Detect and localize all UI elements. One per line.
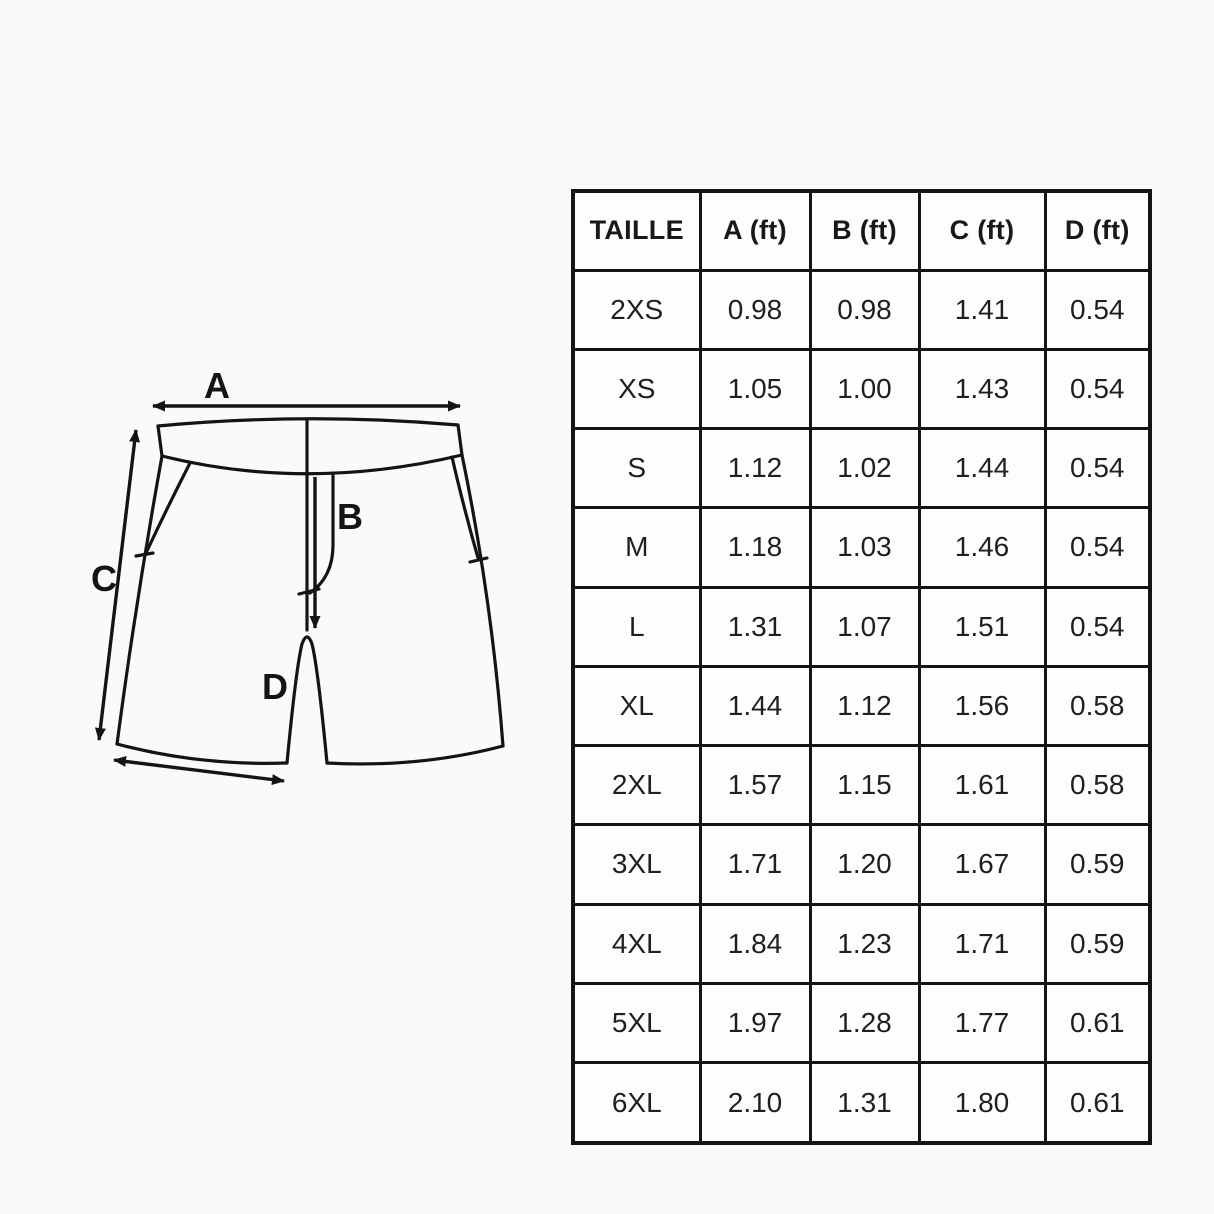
- value-cell: 1.51: [919, 587, 1045, 666]
- table-row-m: [573, 508, 1150, 587]
- value-cell: 0.58: [1045, 666, 1150, 745]
- value-cell: 1.18: [700, 508, 810, 587]
- value-cell: 1.31: [810, 1063, 919, 1144]
- column-header-c: C (ft): [919, 191, 1045, 270]
- crotch-split: [287, 637, 327, 763]
- size-cell: 4XL: [573, 904, 700, 983]
- value-cell: 1.07: [810, 587, 919, 666]
- table-row-5xl: [573, 983, 1150, 1062]
- value-cell: 1.44: [919, 429, 1045, 508]
- right-side-seam: [462, 455, 503, 746]
- size-cell: 5XL: [573, 983, 700, 1062]
- shorts-outline: [117, 419, 503, 764]
- value-cell: 1.71: [700, 825, 810, 904]
- waistband-bottom-edge: [162, 455, 462, 474]
- left-pocket-tick: [136, 553, 153, 556]
- table-row-6xl: [573, 1063, 1150, 1144]
- label-d: D: [262, 666, 288, 707]
- table-row-2xl: [573, 746, 1150, 825]
- value-cell: 0.61: [1045, 1063, 1150, 1144]
- value-cell: 1.02: [810, 429, 919, 508]
- size-cell: XS: [573, 349, 700, 428]
- column-header-taille: TAILLE: [573, 191, 700, 270]
- value-cell: 1.67: [919, 825, 1045, 904]
- size-cell: 2XL: [573, 746, 700, 825]
- value-cell: 1.20: [810, 825, 919, 904]
- value-cell: 0.59: [1045, 904, 1150, 983]
- size-cell: S: [573, 429, 700, 508]
- value-cell: 1.77: [919, 983, 1045, 1062]
- value-cell: 1.97: [700, 983, 810, 1062]
- table-row-3xl: [573, 825, 1150, 904]
- table-row-s: [573, 429, 1150, 508]
- size-cell: L: [573, 587, 700, 666]
- table-row-xs: [573, 349, 1150, 428]
- value-cell: 1.84: [700, 904, 810, 983]
- header-row: [573, 191, 1150, 270]
- label-c: C: [91, 558, 117, 599]
- table-row-xl: [573, 666, 1150, 745]
- value-cell: 1.12: [810, 666, 919, 745]
- table-row-4xl: [573, 904, 1150, 983]
- size-cell: XL: [573, 666, 700, 745]
- value-cell: 1.23: [810, 904, 919, 983]
- measurement-arrows: [99, 406, 460, 781]
- value-cell: 0.54: [1045, 508, 1150, 587]
- value-cell: 1.71: [919, 904, 1045, 983]
- column-header-b: B (ft): [810, 191, 919, 270]
- right-pocket-tick: [470, 558, 487, 562]
- value-cell: 1.15: [810, 746, 919, 825]
- size-cell: 3XL: [573, 825, 700, 904]
- value-cell: 1.61: [919, 746, 1045, 825]
- value-cell: 1.00: [810, 349, 919, 428]
- value-cell: 0.98: [810, 270, 919, 349]
- value-cell: 1.28: [810, 983, 919, 1062]
- shorts-diagram: [82, 368, 530, 808]
- size-table-header: [573, 191, 1150, 270]
- value-cell: 1.03: [810, 508, 919, 587]
- table-row-2xs: [573, 270, 1150, 349]
- value-cell: 0.54: [1045, 270, 1150, 349]
- size-table-body: [573, 270, 1150, 1143]
- size-cell: 6XL: [573, 1063, 700, 1144]
- value-cell: 0.61: [1045, 983, 1150, 1062]
- size-table: [571, 189, 1152, 1145]
- label-b: B: [337, 496, 363, 537]
- value-cell: 0.98: [700, 270, 810, 349]
- size-cell: 2XS: [573, 270, 700, 349]
- value-cell: 2.10: [700, 1063, 810, 1144]
- size-cell: M: [573, 508, 700, 587]
- value-cell: 1.05: [700, 349, 810, 428]
- left-side-seam: [117, 456, 162, 744]
- value-cell: 0.54: [1045, 349, 1150, 428]
- waistband-left-edge: [158, 426, 162, 456]
- column-header-d: D (ft): [1045, 191, 1150, 270]
- value-cell: 1.57: [700, 746, 810, 825]
- value-cell: 1.46: [919, 508, 1045, 587]
- value-cell: 1.56: [919, 666, 1045, 745]
- left-leg-hem: [117, 744, 287, 763]
- value-cell: 1.43: [919, 349, 1045, 428]
- value-cell: 1.80: [919, 1063, 1045, 1144]
- value-cell: 1.41: [919, 270, 1045, 349]
- value-cell: 0.58: [1045, 746, 1150, 825]
- right-leg-hem: [327, 746, 503, 764]
- value-cell: 1.12: [700, 429, 810, 508]
- value-cell: 1.44: [700, 666, 810, 745]
- label-a: A: [204, 368, 230, 406]
- column-header-a: A (ft): [700, 191, 810, 270]
- waistband-right-edge: [458, 425, 462, 455]
- value-cell: 1.31: [700, 587, 810, 666]
- value-cell: 0.54: [1045, 587, 1150, 666]
- table-row-l: [573, 587, 1150, 666]
- value-cell: 0.59: [1045, 825, 1150, 904]
- value-cell: 0.54: [1045, 429, 1150, 508]
